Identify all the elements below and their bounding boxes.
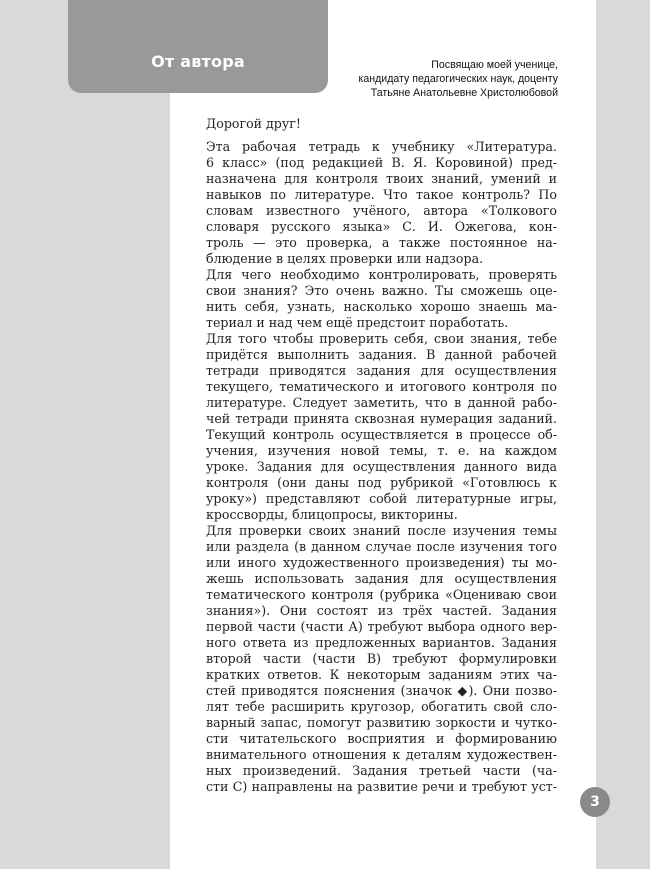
text-line: учения, изучения новой темы, т. е. на каждом <box>206 443 557 458</box>
text-line: свои знания? Это очень важно. Ты сможешь оце- <box>206 283 557 298</box>
text-line: Для проверки своих знаний после изучения темы <box>206 523 557 538</box>
text-line: текущего, тематического и итогового контроля по <box>206 379 557 394</box>
text-line: сти читательского восприятия и формированию <box>206 731 557 746</box>
text-line: стей приводятся пояснения (значок ◆). Они позво- <box>206 683 557 698</box>
paragraph-1 <box>206 139 557 267</box>
text-line: придётся выполнить задания. В данной рабочей <box>206 347 557 362</box>
greeting: Дорогой друг! <box>206 116 301 131</box>
text-line: знания»). Они состоят из трёх частей. Задания <box>206 603 557 618</box>
text-line: сти С) направлены на развитие речи и требуют уст- <box>206 779 557 794</box>
dedication-line: Татьяне Анатольевне Христолюбовой <box>370 87 558 99</box>
section-title: От автора <box>151 52 245 71</box>
dedication <box>358 58 558 100</box>
text-line: или иного художественного произведения) ты мо- <box>206 555 557 570</box>
text-line: уроке. Задания для осуществления данного вида <box>206 459 557 474</box>
text-line: литературе. Следует заметить, что в данной рабо- <box>206 395 557 410</box>
text-line: ного ответа из предложенных вариантов. Задания <box>206 635 557 650</box>
paragraph-2 <box>206 267 557 331</box>
text-line: навыков по литературе. Что такое контроль? По <box>206 187 557 202</box>
text-line: назначена для контроля твоих знаний, умений и <box>206 171 557 186</box>
paragraph-4 <box>206 523 557 795</box>
text-line: Для того чтобы проверить себя, свои знания, тебе <box>206 331 557 346</box>
text-line: териал и над чем ещё предстоит поработать. <box>206 315 509 330</box>
dedication-line: кандидату педагогических наук, доценту <box>358 73 558 85</box>
text-line: чей тетради принята сквозная нумерация заданий. <box>206 411 557 426</box>
text-line: внимательного отношения к деталям художествен- <box>206 747 557 762</box>
section-header-box <box>68 0 328 93</box>
text-line: варный запас, помогут развитию зоркости и чутко- <box>206 715 557 730</box>
text-line: контроля (они даны под рубрикой «Готовлюсь к <box>206 475 557 490</box>
paragraph-3 <box>206 331 557 523</box>
text-line: жешь использовать задания для осуществления <box>206 571 557 586</box>
text-line: тетради приводятся задания для осуществления <box>206 363 557 378</box>
text-line: 6 класс» (под редакцией В. Я. Коровиной) пред- <box>206 155 557 170</box>
text-line: Эта рабочая тетрадь к учебнику «Литература. <box>206 139 557 154</box>
body-text <box>206 116 557 795</box>
text-line: нить себя, узнать, насколько хорошо знаешь ма- <box>206 299 557 314</box>
text-line: или раздела (в данном случае после изучения того <box>206 539 557 554</box>
text-line: блюдение в целях проверки или надзора. <box>206 251 484 266</box>
text-line: кроссворды, блицопросы, викторины. <box>206 507 458 522</box>
text-line: уроку») представляют собой литературные игры, <box>206 491 557 506</box>
dedication-line: Посвящаю моей ученице, <box>431 59 558 71</box>
text-line: второй части (части В) требуют формулировки <box>206 651 557 666</box>
text-line: Для чего необходимо контролировать, проверять <box>206 267 557 282</box>
text-line: ных произведений. Задания третьей части (ча- <box>206 763 557 778</box>
text-line: лят тебе расширить кругозор, обогатить свой сло- <box>206 699 557 714</box>
text-line: первой части (части А) требуют выбора одного вер- <box>206 619 557 634</box>
text-line: тематического контроля (рубрика «Оцениваю свои <box>206 587 557 602</box>
page-number-badge: 3 <box>580 787 610 817</box>
text-line: словаря русского языка» С. И. Ожегова, кон- <box>206 219 557 234</box>
text-line: Текущий контроль осуществляется в процессе об- <box>206 427 557 442</box>
text-line: кратких ответов. К некоторым заданиям этих ча- <box>206 667 557 682</box>
text-line: троль — это проверка, а также постоянное на- <box>206 235 557 250</box>
text-line: словам известного учёного, автора «Толкового <box>206 203 557 218</box>
